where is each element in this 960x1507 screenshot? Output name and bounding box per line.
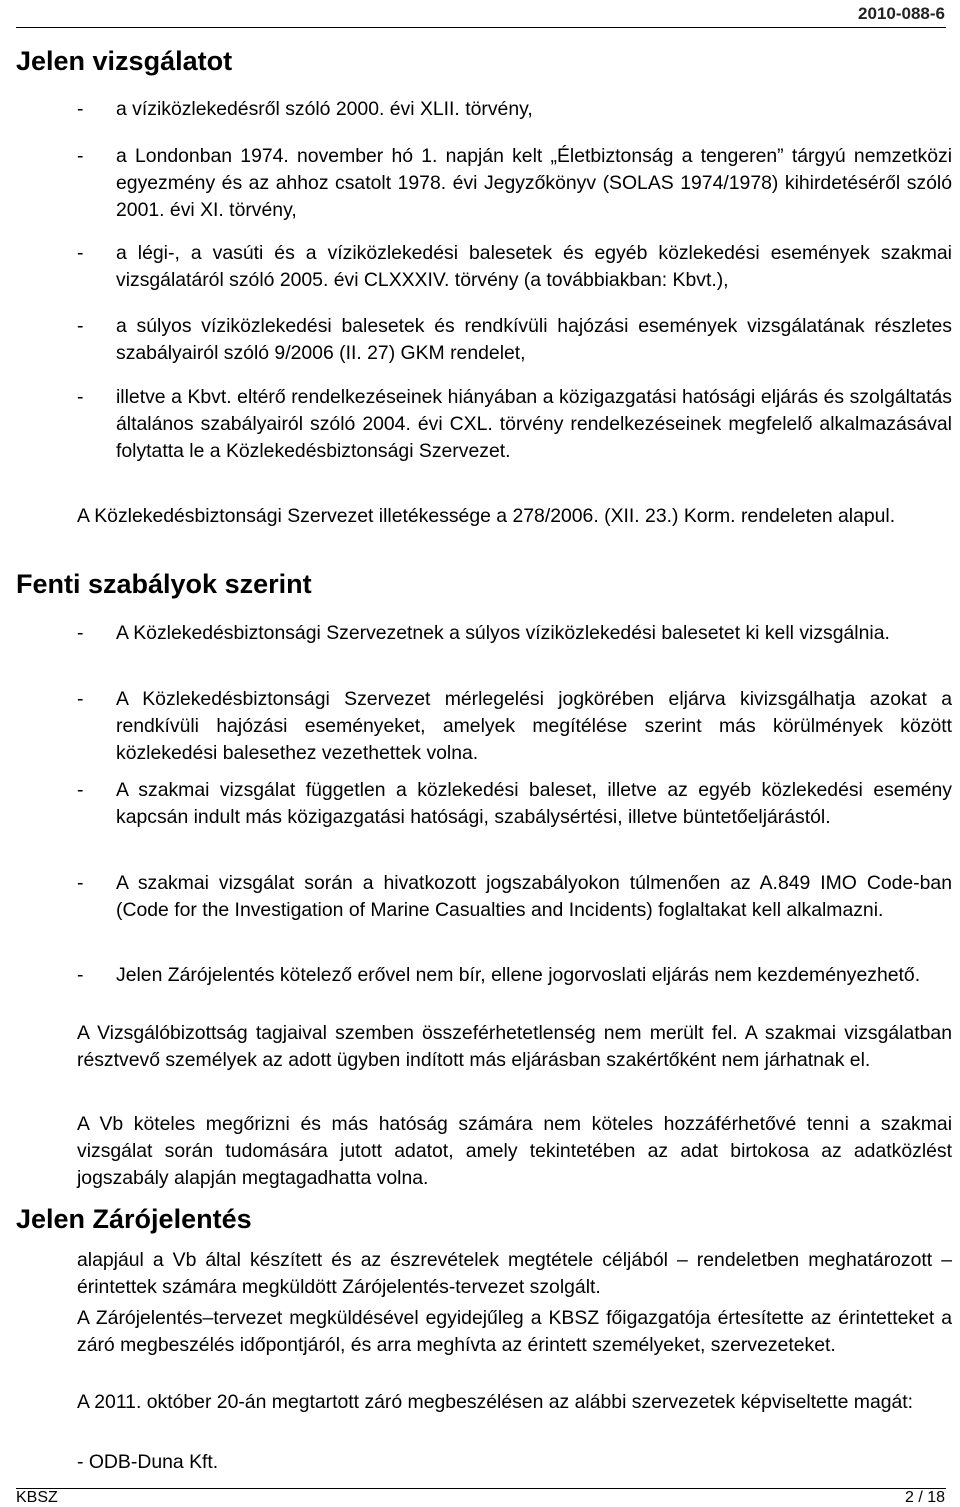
page-number: 2 / 18 bbox=[904, 1489, 945, 1506]
list-item: - A Közlekedésbiztonsági Szervezet mérlegelési jogkörében eljárva kivizsgálhatja azokat a rendkívüli hajózási eseményeket, amelyek megítélése szerint más körülmények között közlekedési balesethez vezethettek volna. bbox=[77, 688, 952, 764]
section-title-fenti-szabalyok: Fenti szabályok szerint bbox=[16, 569, 312, 599]
header-divider bbox=[16, 27, 946, 28]
list-item: - A szakmai vizsgálat során a hivatkozott jogszabályokon túlmenően az A.849 IMO Code-ban (Code for the Investigation of Marine Casualties and Incidents) foglaltakat kell alkalmazni. bbox=[77, 872, 952, 921]
paragraph-conflict-of-interest: A Vizsgálóbizottság tagjaival szemben összeférhetetlenség nem merült fel. A szakmai vizsgálatban résztvevő személyek az adott ügyben indított más eljárásban szakértőként nem járhatnak el. bbox=[77, 1022, 952, 1071]
footer-divider bbox=[16, 1488, 946, 1489]
list-item: - a súlyos víziközlekedési balesetek és rendkívüli hajózási események vizsgálatának részletes szabályairól szóló 9/2006 (II. 27) GKM rendelet, bbox=[77, 315, 952, 364]
paragraph-notification: A Zárójelentés–tervezet megküldésével egyidejűleg a KBSZ főigazgatója értesítette az érintetteket a záró megbeszélés időpontjáról, és arra meghívta az érintett személyeket, szervezeteket. bbox=[77, 1307, 952, 1356]
paragraph-meeting: A 2011. október 20-án megtartott záró megbeszélésen az alábbi szervezetek képviseltette magát: bbox=[77, 1391, 914, 1413]
footer-org: KBSZ bbox=[16, 1489, 58, 1506]
paragraph-attendee: - ODB-Duna Kft. bbox=[77, 1451, 219, 1473]
paragraph-jurisdiction: A Közlekedésbiztonsági Szervezet illetékessége a 278/2006. (XII. 23.) Korm. rendeleten alapul. bbox=[77, 505, 896, 527]
paragraph-basis: alapjául a Vb által készített és az észrevételek megtétele céljából – rendeletben meghatározott – érintettek számára megküldött Zárójelentés-tervezet szolgált. bbox=[77, 1249, 952, 1298]
document-id: 2010-088-6 bbox=[858, 4, 945, 23]
list-item: - A Közlekedésbiztonsági Szervezetnek a súlyos víziközlekedési balesetet ki kell vizsgálnia. bbox=[77, 622, 890, 644]
list-item: - illetve a Kbvt. eltérő rendelkezéseinek hiányában a közigazgatási hatósági eljárás és szolgáltatás általános szabályairól szóló 2004. évi CXL. törvény rendelkezéseinek megfelelő alkalmazásával folytatta le a Közlekedésbiztonsági Szervezet. bbox=[77, 386, 952, 462]
list-item: - a légi-, a vasúti és a víziközlekedési balesetek és egyéb közlekedési események szakmai vizsgálatáról szóló 2005. évi CLXXXIV. törvény (a továbbiakban: Kbvt.), bbox=[77, 242, 952, 291]
list-item: - a Londonban 1974. november hó 1. napján kelt „Életbiztonság a tengeren” tárgyú nemzetközi egyezmény és az ahhoz csatolt 1978. évi Jegyzőkönyv (SOLAS 1974/1978) kihirdetéséről szóló 2001. évi XI. törvény, bbox=[77, 145, 952, 221]
section-title-jelen-vizsgalatot: Jelen vizsgálatot bbox=[16, 46, 233, 76]
list-item: - Jelen Zárójelentés kötelező erővel nem bír, ellene jogorvoslati eljárás nem kezdeményezhető. bbox=[77, 964, 921, 986]
list-item: - A szakmai vizsgálat független a közlekedési baleset, illetve az egyéb közlekedési esemény kapcsán indult más közigazgatási hatósági, szabálysértési, illetve büntetőeljárástól. bbox=[77, 779, 952, 828]
section-title-jelen-zarojelentes: Jelen Zárójelentés bbox=[16, 1204, 252, 1234]
paragraph-data-protection: A Vb köteles megőrizni és más hatóság számára nem köteles hozzáférhetővé tenni a szakmai vizsgálat során tudomására jutott adatot, amely tekintetében az adat birtokosa az adatközlést jogszabály alapján megtagadhatta volna. bbox=[77, 1113, 952, 1189]
list-item: - a víziközlekedésről szóló 2000. évi XLII. törvény, bbox=[77, 98, 533, 120]
